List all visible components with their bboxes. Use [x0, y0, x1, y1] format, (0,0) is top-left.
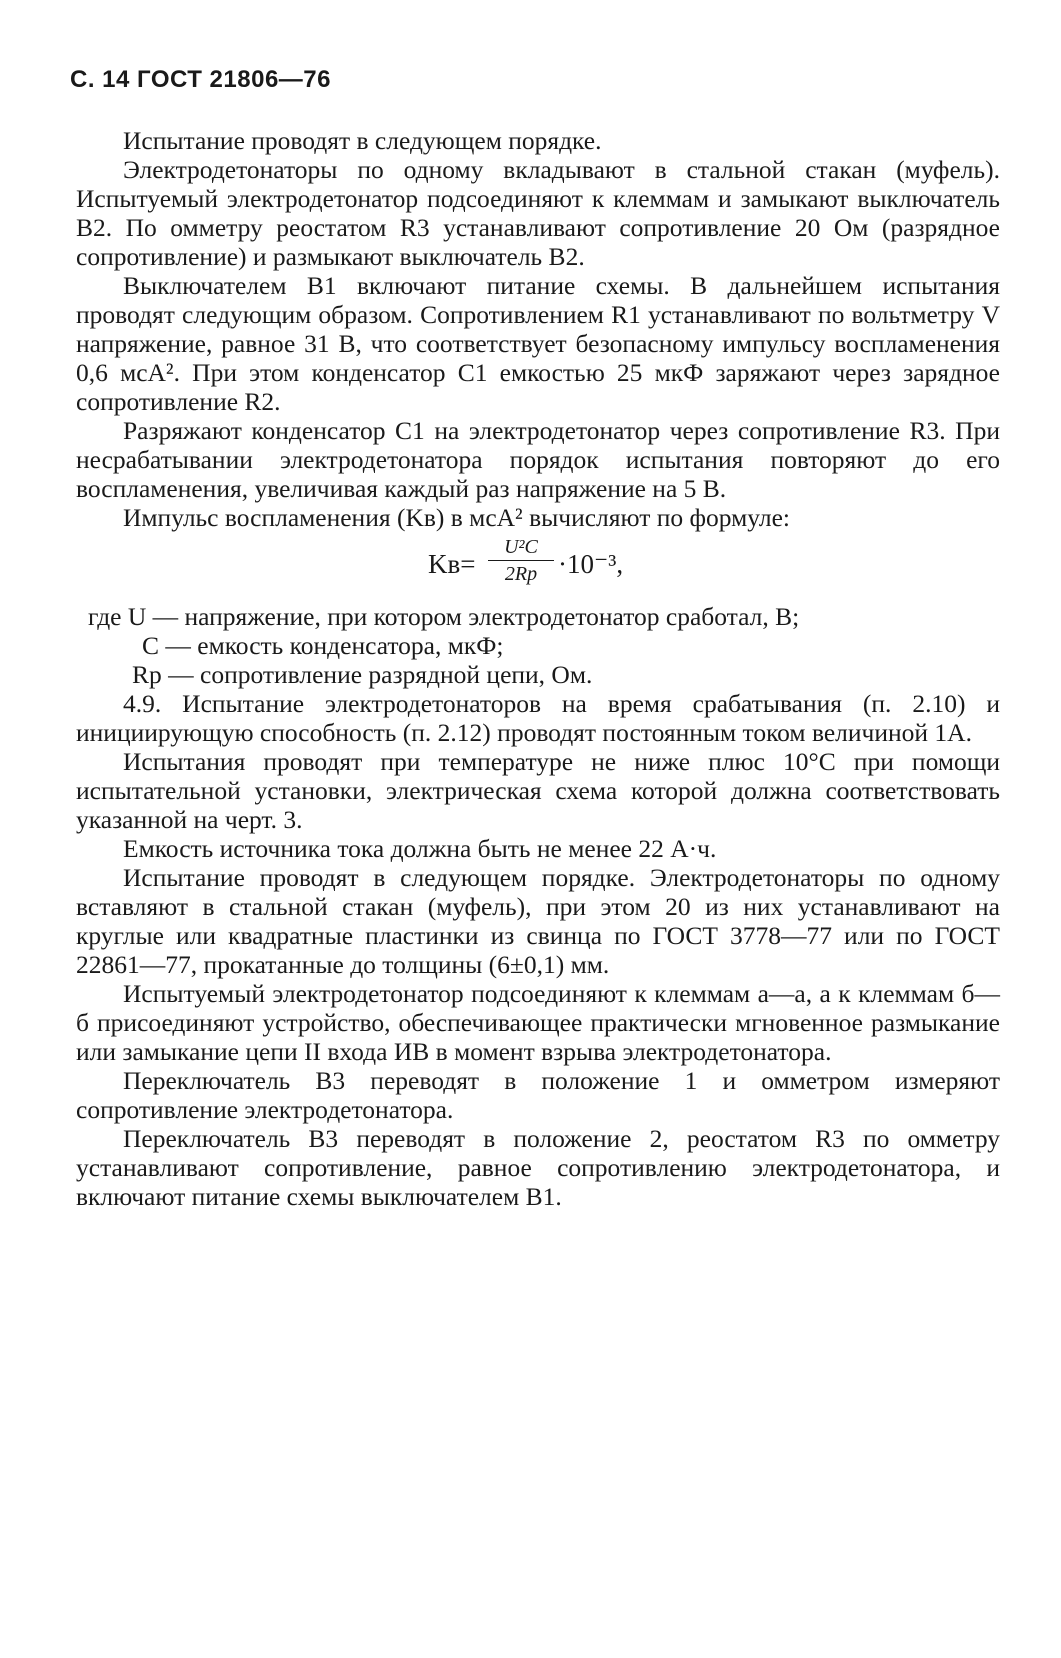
- paragraph: Выключателем B1 включают питание схемы. В дальнейшем испытания проводят следующим образом. Сопротивлением R1 устанавливают по вольтметру V напряжение, равное 31 В, что соответствует безопасному импульсу воспламенения 0,6 мсА². При этом конденсатор C1 емкостью 25 мкФ заряжают через зарядное сопротивление R2.: [76, 271, 1000, 416]
- body-text: [76, 126, 1000, 1211]
- legend-item: C — емкость конденсатора, мкФ;: [142, 631, 504, 660]
- fraction-bar: [488, 560, 554, 561]
- formula-numerator: U²C: [504, 536, 538, 558]
- paragraph: 4.9. Испытание электродетонаторов на время срабатывания (п. 2.10) и инициирующую способность (п. 2.12) проводят постоянным током величиной 1А.: [76, 689, 1000, 747]
- paragraph: Испытание проводят в следующем порядке. Электродетонаторы по одному вставляют в стальной стакан (муфель), при этом 20 из них устанавливают на круглые или квадратные пластинки из свинца по ГОСТ 3778—77 или по ГОСТ 22861—77, прокатанные до толщины (6±0,1) мм.: [76, 863, 1000, 979]
- paragraph: Импульс воспламенения (Kв) в мсА² вычисляют по формуле:: [123, 503, 791, 532]
- paragraph: Электродетонаторы по одному вкладывают в стальной стакан (муфель). Испытуемый электродетонатор подсоединяют к клеммам и замыкают выключатель B2. По омметру реостатом R3 устанавливают сопротивление 20 Ом (разрядное сопротивление) и размыкают выключатель B2.: [76, 155, 1000, 271]
- page-header: С. 14 ГОСТ 21806—76: [70, 66, 331, 93]
- ignition-impulse-formula: [76, 536, 1000, 600]
- formula-lhs: Kв=: [428, 549, 476, 579]
- formula-denominator: 2Rр: [504, 563, 538, 585]
- legend-item: Rр — сопротивление разрядной цепи, Ом.: [132, 660, 593, 689]
- paragraph: Емкость источника тока должна быть не менее 22 А·ч.: [123, 834, 717, 863]
- paragraph: Переключатель B3 переводят в положение 1 и омметром измеряют сопротивление электродетонатора.: [76, 1066, 1000, 1124]
- formula-fraction: [488, 536, 554, 585]
- formula-legend: [76, 602, 1000, 689]
- formula-rhs: ·10⁻³,: [558, 549, 624, 579]
- paragraph: Разряжают конденсатор C1 на электродетонатор через сопротивление R3. При несрабатывании электродетонатора порядок испытания повторяют до его воспламенения, увеличивая каждый раз напряжение на 5 В.: [76, 416, 1000, 503]
- paragraph: Испытания проводят при температуре не ниже плюс 10°С при помощи испытательной установки, электрическая схема которой должна соответствовать указанной на черт. 3.: [76, 747, 1000, 834]
- paragraph: Переключатель B3 переводят в положение 2, реостатом R3 по омметру устанавливают сопротивление, равное сопротивлению электродетонатора, и включают питание схемы выключателем B1.: [76, 1124, 1000, 1211]
- paragraph: Испытание проводят в следующем порядке.: [123, 126, 602, 155]
- paragraph: Испытуемый электродетонатор подсоединяют к клеммам а—а, а к клеммам б—б присоединяют устройство, обеспечивающее практически мгновенное размыкание или замыкание цепи II входа ИВ в момент взрыва электродетонатора.: [76, 979, 1000, 1066]
- legend-item: где U — напряжение, при котором электродетонатор сработал, В;: [88, 602, 800, 631]
